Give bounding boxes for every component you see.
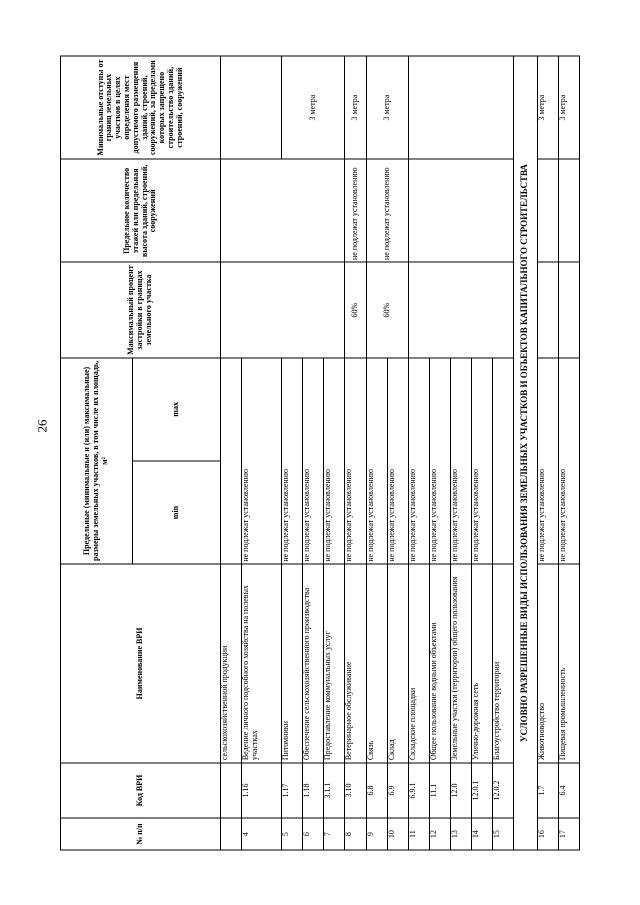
cell-name: Складские площадки — [408, 564, 429, 763]
cell-minmax: не подлежат установлению — [303, 358, 324, 564]
cell-code: 6.9.1 — [408, 763, 429, 819]
cell-name: Ветеринарное обслуживание — [345, 564, 366, 763]
cell-setback: 3 метра — [558, 56, 579, 159]
cell-num: 7 — [324, 818, 345, 850]
cell-setback: 3 метра — [537, 56, 558, 159]
cell-num: 13 — [450, 818, 471, 850]
table-row — [345, 56, 366, 850]
cell-percent: 60% — [366, 262, 408, 357]
header-num: № п/п — [61, 818, 221, 850]
rotated-page — [60, 56, 580, 851]
cell-floors — [558, 159, 579, 262]
cell-num: 11 — [408, 818, 429, 850]
cell-num: 12 — [429, 818, 450, 850]
cell-name: сельскохозяйственной продукции — [221, 564, 242, 763]
cell-code: 6.8 — [366, 763, 387, 819]
cell-code: 12.0 — [450, 763, 471, 819]
cell-code: 3.10 — [345, 763, 366, 819]
cell-minmax: не подлежат установлению — [537, 358, 558, 564]
cell-percent — [408, 262, 513, 357]
cell-num: 8 — [345, 818, 366, 850]
header-percent: Максимальный процент застройки в границах земельного участка — [61, 262, 221, 357]
cell-minmax: не подлежат установлению — [471, 358, 492, 564]
cell-floors: не подлежат установлению — [366, 159, 408, 262]
cell-percent — [558, 262, 579, 357]
cell-minmax: не подлежат установлению — [345, 358, 366, 564]
cell-minmax: не подлежат установлению — [387, 358, 408, 564]
cell-setback: 3 метра — [345, 56, 366, 159]
cell-num: 10 — [387, 818, 408, 850]
header-size: Предельные (минимальные и (или) максимальные) размеры земельных участков, в том числе их площадь, м² — [61, 358, 133, 564]
cell-floors — [408, 159, 513, 262]
cell-code: 1.17 — [282, 763, 303, 819]
header-setback: Минимальные отступы от границ земельных участков в целях определения мест допустимого размещения зданий, строений, сооружений, за пределами которых запрещено строительство зданий, строений, сооружений — [61, 56, 221, 159]
cell-code: 12.0.2 — [493, 763, 514, 819]
cell-setback — [408, 56, 513, 159]
zoning-table — [60, 56, 580, 851]
cell-percent — [537, 262, 558, 357]
cell-num: 5 — [282, 818, 303, 850]
cell-minmax: не подлежат установлению — [429, 358, 450, 564]
cell-setback — [221, 56, 282, 159]
cell-code: 11.1 — [429, 763, 450, 819]
cell-name: Склад — [387, 564, 408, 763]
cell-minmax: не подлежат установлению — [324, 358, 345, 564]
header-code: Код ВРИ — [61, 763, 221, 819]
cell-minmax: не подлежат установлению — [450, 358, 471, 564]
table-row — [408, 56, 429, 850]
header-min: min — [133, 461, 221, 564]
cell-minmax — [493, 358, 514, 564]
cell-name: Улично-дорожная сеть — [471, 564, 492, 763]
cell-num: 14 — [471, 818, 492, 850]
cell-name: Животноводство — [537, 564, 558, 763]
cell-percent: 60% — [345, 262, 366, 357]
cell-minmax: не подлежат установлению — [282, 358, 303, 564]
cell-minmax — [221, 358, 242, 564]
table-row — [366, 56, 387, 850]
cell-minmax: не подлежат установлению — [558, 358, 579, 564]
cell-code: 1.7 — [537, 763, 558, 819]
cell-num: 16 — [537, 818, 558, 850]
cell-num: 15 — [493, 818, 514, 850]
cell-code — [221, 763, 242, 819]
cell-num — [221, 818, 242, 850]
cell-code: 6.9 — [387, 763, 408, 819]
cell-setback: 3 метра — [282, 56, 345, 159]
cell-num: 4 — [242, 818, 282, 850]
table-row — [558, 56, 579, 850]
cell-floors: не подлежат установлению — [345, 159, 366, 262]
page-number: 26 — [34, 419, 50, 433]
section-banner: УСЛОВНО РАЗРЕШЕННЫЕ ВИДЫ ИСПОЛЬЗОВАНИЯ ЗЕМЕЛЬНЫХ УЧАСТКОВ И ОБЪЕКТОВ КАПИТАЛЬНОГО СТРОИТЕЛЬСТВА — [514, 56, 537, 850]
header-name: Наименование ВРИ — [61, 564, 221, 763]
cell-name: Обеспечение сельскохозяйственного производства — [303, 564, 324, 763]
cell-floors — [221, 159, 345, 262]
cell-name: Предоставление коммунальных услуг — [324, 564, 345, 763]
cell-name: Пищевая промышленность — [558, 564, 579, 763]
cell-name: Питомники — [282, 564, 303, 763]
cell-code: 1.18 — [303, 763, 324, 819]
cell-name: Благоустройство территории — [493, 564, 514, 763]
cell-floors — [537, 159, 558, 262]
header-floors: Предельное количество этажей или предельная высота зданий, строений, сооружений — [61, 159, 221, 262]
cell-minmax: не подлежат установлению — [242, 358, 282, 564]
cell-name: Земельные участки (территории) общего пользования — [450, 564, 471, 763]
cell-code: 12.0.1 — [471, 763, 492, 819]
table-row — [537, 56, 558, 850]
cell-setback: 3 метра — [366, 56, 408, 159]
cell-name: Связь — [366, 564, 387, 763]
cell-num: 9 — [366, 818, 387, 850]
cell-num: 17 — [558, 818, 579, 850]
cell-minmax: не подлежат установлению — [408, 358, 429, 564]
cell-code: 6.4 — [558, 763, 579, 819]
cell-num: 6 — [303, 818, 324, 850]
cell-code: 3.1.1 — [324, 763, 345, 819]
section-banner-row — [514, 56, 537, 850]
table-row — [221, 56, 242, 850]
cell-percent — [221, 262, 345, 357]
cell-name: Ведение личного подсобного хозяйства на полевых участках — [242, 564, 282, 763]
cell-minmax: не подлежат установлению — [366, 358, 387, 564]
header-max: max — [133, 358, 221, 461]
cell-name: Общее пользование водными объектами — [429, 564, 450, 763]
cell-code: 1.16 — [242, 763, 282, 819]
